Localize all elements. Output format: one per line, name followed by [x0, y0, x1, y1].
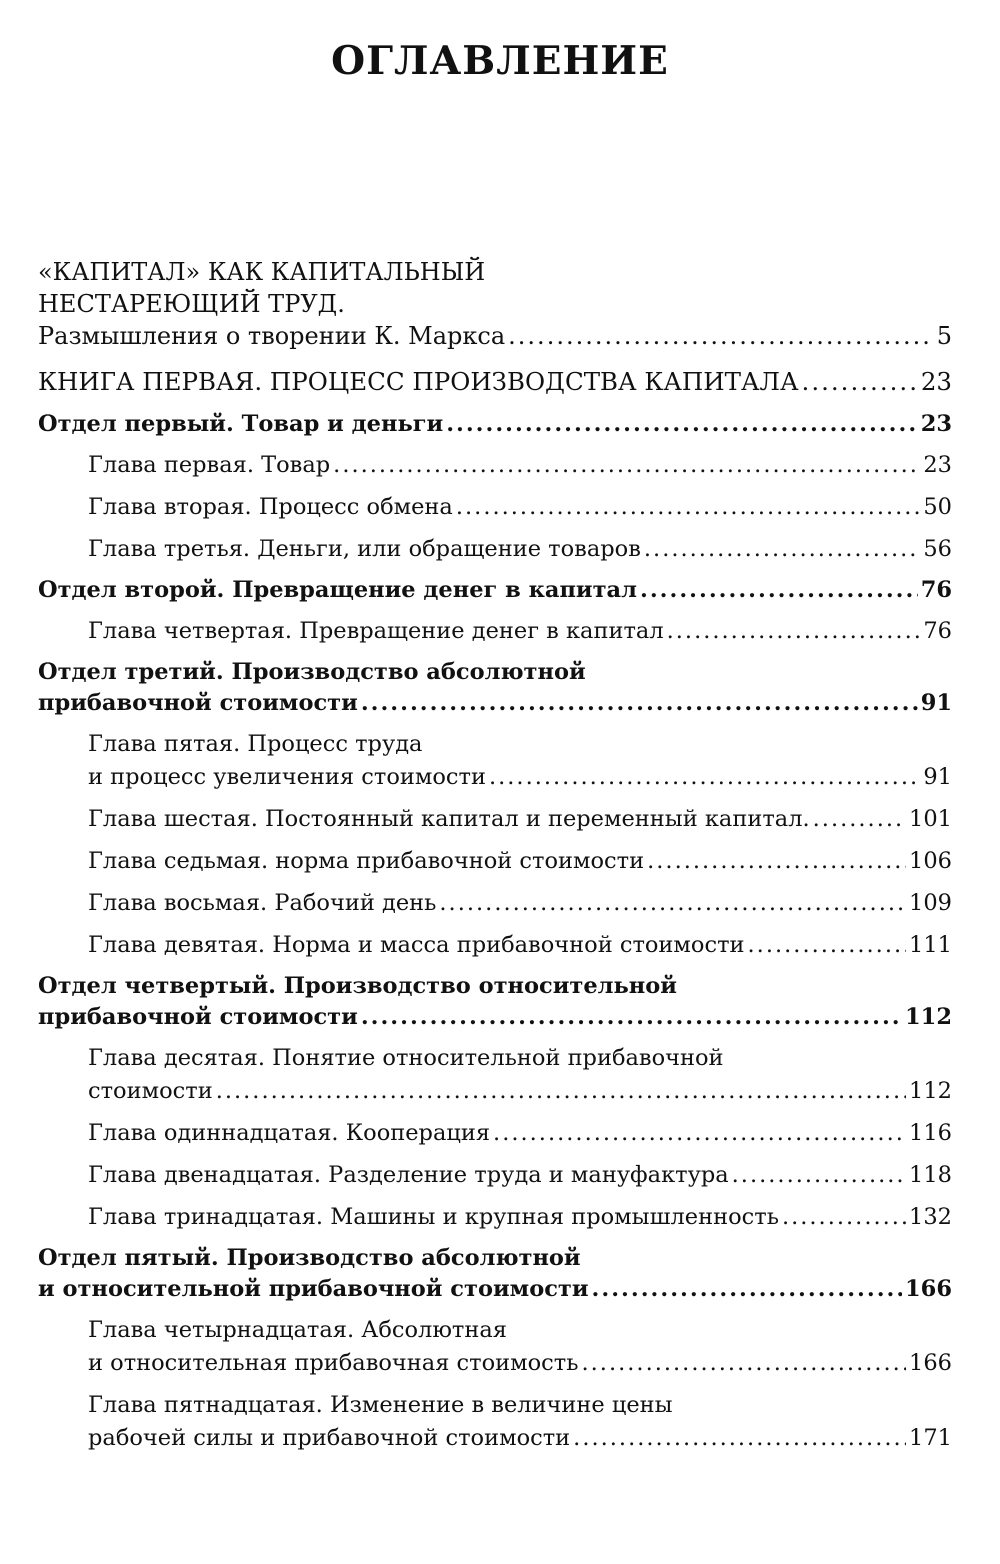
- page-number: 5: [936, 322, 952, 350]
- page-number: 101: [909, 806, 952, 832]
- page-number: 106: [909, 848, 952, 874]
- chapter-title: Глава восьмая. Рабочий день: [88, 890, 437, 916]
- toc-section-entry[interactable]: [38, 971, 952, 1033]
- dot-leader: [489, 761, 920, 794]
- section-title-line-1: Отдел пятый. Производство абсолютной: [38, 1245, 581, 1271]
- page-number: 166: [905, 1276, 952, 1302]
- dot-leader: [216, 1075, 906, 1108]
- toc-section-entry[interactable]: [38, 1243, 952, 1305]
- page-number: 50: [923, 494, 952, 520]
- section-title-line-1: Отдел третий. Производство абсолютной: [38, 659, 586, 685]
- dot-leader: [647, 845, 906, 878]
- page-number: 56: [923, 536, 952, 562]
- toc-chapter-entry[interactable]: [88, 1042, 952, 1108]
- toc-chapter-entry[interactable]: [88, 728, 952, 794]
- dot-leader: [493, 1117, 906, 1150]
- page-number: 132: [909, 1204, 952, 1230]
- chapter-title-line-1: Глава четырнадцатая. Абсолютная: [88, 1317, 507, 1343]
- toc-book-entry[interactable]: [38, 364, 952, 400]
- section-title: прибавочной стоимости: [38, 690, 358, 716]
- dot-leader: [361, 1002, 902, 1033]
- page-number: 171: [909, 1425, 952, 1451]
- page-number: 23: [920, 367, 952, 396]
- section-title-line-1: Отдел четвертый. Производство относительной: [38, 973, 677, 999]
- page-number: 91: [920, 690, 952, 716]
- page-number: 118: [909, 1162, 952, 1188]
- dot-leader: [732, 1159, 906, 1192]
- toc-chapter-entry[interactable]: [88, 533, 952, 566]
- dot-leader: [333, 449, 920, 482]
- chapter-title: и процесс увеличения стоимости: [88, 764, 486, 790]
- toc-chapter-entry[interactable]: [88, 929, 952, 962]
- page-number: 111: [909, 932, 952, 958]
- toc-intro-entry[interactable]: [38, 256, 952, 352]
- toc-section-entry[interactable]: [38, 575, 952, 606]
- dot-leader: [456, 491, 921, 524]
- chapter-title: Глава тринадцатая. Машины и крупная промышленность: [88, 1204, 779, 1230]
- dot-leader: [748, 929, 907, 962]
- chapter-title: рабочей силы и прибавочной стоимости: [88, 1425, 571, 1451]
- dot-leader: [361, 688, 918, 719]
- dot-leader: [439, 887, 906, 920]
- page-number: 76: [923, 618, 952, 644]
- page-number: 91: [923, 764, 952, 790]
- page-number: 23: [920, 411, 952, 437]
- toc-entries: [38, 409, 952, 1455]
- chapter-title: Глава третья. Деньги, или обращение товаров: [88, 536, 641, 562]
- page-title: ОГЛАВЛЕНИЕ: [331, 38, 669, 84]
- toc-chapter-entry[interactable]: [88, 1389, 952, 1455]
- section-title: и относительной прибавочной стоимости: [38, 1276, 589, 1302]
- section-title: Отдел второй. Превращение денег в капитал: [38, 577, 637, 603]
- dot-leader: [508, 320, 934, 352]
- toc-section-entry[interactable]: [38, 409, 952, 440]
- toc-chapter-entry[interactable]: [88, 1159, 952, 1192]
- chapter-title-line-1: Глава десятая. Понятие относительной прибавочной: [88, 1045, 724, 1071]
- chapter-title: Глава одиннадцатая. Кооперация: [88, 1120, 491, 1146]
- intro-subtitle: Размышления о творении К. Маркса: [38, 322, 506, 350]
- dot-leader: [644, 533, 920, 566]
- book-title: КНИГА ПЕРВАЯ. ПРОЦЕСС ПРОИЗВОДСТВА КАПИТАЛА: [38, 367, 799, 396]
- chapter-title: Глава двенадцатая. Разделение труда и мануфактура: [88, 1162, 729, 1188]
- table-of-contents: [38, 256, 952, 1455]
- toc-section-entry[interactable]: [38, 657, 952, 719]
- toc-chapter-entry[interactable]: [88, 449, 952, 482]
- toc-chapter-entry[interactable]: [88, 803, 952, 836]
- dot-leader: [640, 575, 918, 606]
- chapter-title: Глава седьмая. норма прибавочной стоимости: [88, 848, 645, 874]
- toc-chapter-entry[interactable]: [88, 1201, 952, 1234]
- toc-chapter-entry[interactable]: [88, 491, 952, 524]
- dot-leader: [782, 1201, 906, 1234]
- chapter-title: и относительная прибавочная стоимость: [88, 1350, 579, 1376]
- intro-title-line-2: НЕСТАРЕЮЩИЙ ТРУД.: [38, 290, 345, 318]
- dot-leader: [592, 1274, 903, 1305]
- toc-chapter-entry[interactable]: [88, 845, 952, 878]
- chapter-title-line-1: Глава пятая. Процесс труда: [88, 731, 423, 757]
- page-number: 23: [923, 452, 952, 478]
- dot-leader: [446, 409, 918, 440]
- chapter-title-line-1: Глава пятнадцатая. Изменение в величине цены: [88, 1392, 673, 1418]
- dot-leader: [582, 1347, 907, 1380]
- toc-chapter-entry[interactable]: [88, 615, 952, 648]
- section-title: Отдел первый. Товар и деньги: [38, 411, 444, 437]
- dot-leader: [813, 803, 906, 836]
- dot-leader: [573, 1422, 906, 1455]
- dot-leader: [667, 615, 921, 648]
- toc-chapter-entry[interactable]: [88, 1314, 952, 1380]
- intro-title-line-1: «КАПИТАЛ» КАК КАПИТАЛЬНЫЙ: [38, 258, 486, 286]
- chapter-title: Глава вторая. Процесс обмена: [88, 494, 453, 520]
- chapter-title: Глава первая. Товар: [88, 452, 331, 478]
- page-number: 109: [909, 890, 952, 916]
- chapter-title: Глава девятая. Норма и масса прибавочной стоимости: [88, 932, 745, 958]
- dot-leader: [802, 364, 918, 400]
- chapter-title: Глава шестая. Постоянный капитал и переменный капитал.: [88, 806, 810, 832]
- chapter-title: стоимости: [88, 1078, 213, 1104]
- page-number: 116: [909, 1120, 952, 1146]
- page-number: 166: [909, 1350, 952, 1376]
- toc-chapter-entry[interactable]: [88, 1117, 952, 1150]
- page-number: 112: [909, 1078, 952, 1104]
- toc-chapter-entry[interactable]: [88, 887, 952, 920]
- chapter-title: Глава четвертая. Превращение денег в капитал: [88, 618, 664, 644]
- page-number: 76: [920, 577, 952, 603]
- page-number: 112: [905, 1004, 952, 1030]
- section-title: прибавочной стоимости: [38, 1004, 358, 1030]
